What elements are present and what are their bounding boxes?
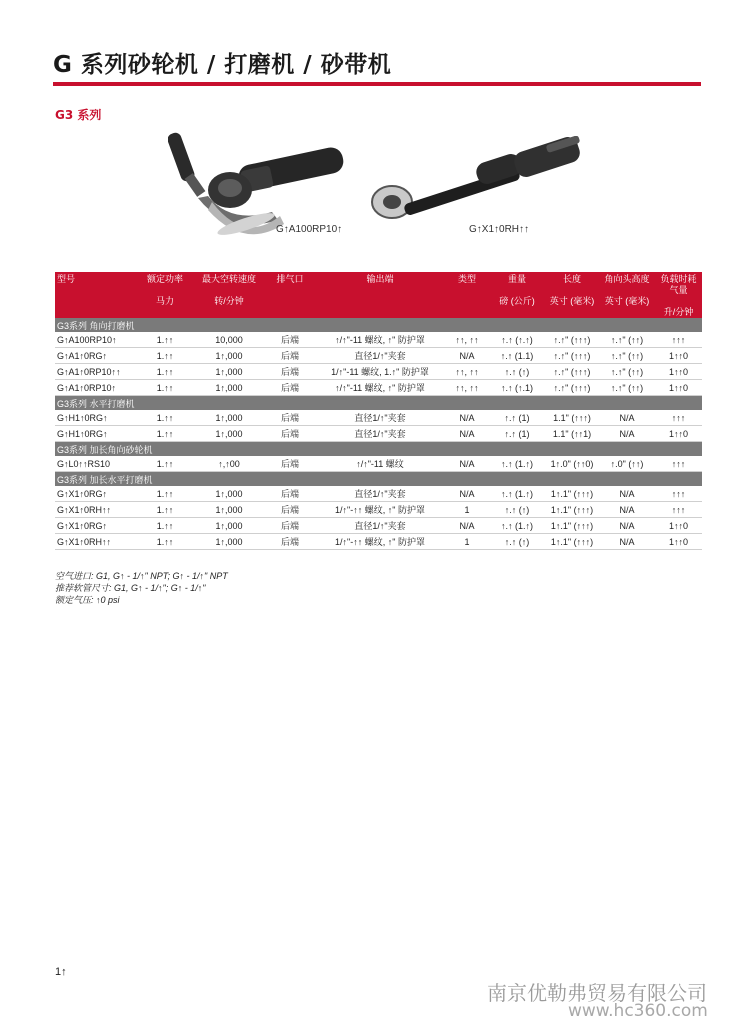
cell-length: 1.1" (↑↑1) [545,426,599,442]
group-title: G3系列 角向打磨机 [55,318,702,332]
cell-model: G↑L0↑↑RS10 [55,456,137,472]
header-weight [489,272,545,318]
cell-power: 1.↑↑ [137,456,193,472]
cell-length: 1↑.1" (↑↑↑) [545,502,599,518]
cell-head-height: N/A [599,518,655,534]
table-row [55,348,702,364]
cell-power: 1.↑↑ [137,380,193,396]
cell-model: G↑A1↑0RP10↑↑ [55,364,137,380]
cell-exhaust: 后端 [265,534,315,550]
cell-model: G↑H1↑0RG↑ [55,410,137,426]
cell-exhaust: 后端 [265,348,315,364]
cell-air-consumption: ↑↑↑ [655,332,702,348]
page-title: G 系列砂轮机 / 打磨机 / 砂带机 [53,52,392,78]
table-row [55,456,702,472]
header-label: 型号 [57,274,76,284]
cell-weight: ↑.↑ (1.↑) [489,486,545,502]
header-label: 负载时耗气量 [660,274,697,295]
cell-max-speed: 1↑,000 [193,410,265,426]
cell-power: 1.↑↑ [137,332,193,348]
cell-length: ↑.↑" (↑↑↑) [545,364,599,380]
cell-power: 1.↑↑ [137,486,193,502]
cell-head-height: ↑.↑" (↑↑) [599,332,655,348]
cell-air-consumption: 1↑↑0 [655,364,702,380]
group-title: G3系列 加长水平打磨机 [55,472,702,487]
cell-model: G↑X1↑0RH↑↑ [55,534,137,550]
cell-exhaust: 后端 [265,486,315,502]
cell-type: N/A [445,410,489,426]
header-exhaust [265,272,315,318]
header-unit: 升/分钟 [663,307,694,317]
cell-power: 1.↑↑ [137,410,193,426]
cell-output: 1/↑"-11 螺纹, 1.↑" 防护罩 [315,364,445,380]
cell-length: 1.1" (↑↑↑) [545,410,599,426]
cell-exhaust: 后端 [265,518,315,534]
group-header-row [55,442,702,457]
cell-max-speed: 10,000 [193,332,265,348]
header-label: 长度 [562,274,581,284]
cell-model: G↑H1↑0RG↑ [55,426,137,442]
cell-power: 1.↑↑ [137,502,193,518]
header-max-speed [193,272,265,318]
cell-length: ↑.↑" (↑↑↑) [545,380,599,396]
cell-model: G↑X1↑0RG↑ [55,518,137,534]
cell-exhaust: 后端 [265,332,315,348]
cell-power: 1.↑↑ [137,426,193,442]
cell-type: N/A [445,518,489,534]
cell-output: 直径1/↑"夹套 [315,348,445,364]
group-title: G3系列 水平打磨机 [55,396,702,411]
cell-air-consumption: 1↑↑0 [655,534,702,550]
table-row [55,534,702,550]
cell-type: N/A [445,348,489,364]
cell-air-consumption: ↑↑↑ [655,410,702,426]
angle-grinder-caption: G↑A100RP10↑ [276,224,343,235]
cell-head-height: N/A [599,486,655,502]
table-row [55,410,702,426]
cell-model: G↑X1↑0RH↑↑ [55,502,137,518]
cell-head-height: ↑.↑" (↑↑) [599,364,655,380]
cell-output: 1/↑"-↑↑ 螺纹, ↑" 防护罩 [315,534,445,550]
cell-length: 1↑.1" (↑↑↑) [545,534,599,550]
cell-weight: ↑.↑ (↑) [489,364,545,380]
cell-length: ↑.↑" (↑↑↑) [545,332,599,348]
cell-output: ↑/↑"-11 螺纹, ↑" 防护罩 [315,380,445,396]
table-row [55,332,702,348]
cell-exhaust: 后端 [265,380,315,396]
header-label: 额定功率 [146,274,183,284]
header-length [545,272,599,318]
header-head-height [599,272,655,318]
header-label: 类型 [457,274,476,284]
cell-type: ↑↑, ↑↑ [445,380,489,396]
cell-max-speed: 1↑,000 [193,502,265,518]
cell-max-speed: 1↑,000 [193,426,265,442]
section-title: G3 系列 [55,108,102,122]
cell-air-consumption: 1↑↑0 [655,380,702,396]
cell-type: ↑↑, ↑↑ [445,364,489,380]
header-label: 重量 [507,274,526,284]
cell-head-height: N/A [599,502,655,518]
cell-type: N/A [445,426,489,442]
table-row [55,502,702,518]
header-output [315,272,445,318]
cell-exhaust: 后端 [265,456,315,472]
cell-model: G↑A1↑0RP10↑ [55,380,137,396]
cell-length: 1↑.0" (↑↑0) [545,456,599,472]
table-row [55,486,702,502]
notes [55,570,228,606]
cell-output: ↑/↑"-11 螺纹 [315,456,445,472]
group-header-row [55,396,702,411]
header-unit: 转/分钟 [214,296,244,306]
table-row [55,380,702,396]
straight-grinder-caption: G↑X1↑0RH↑↑ [469,224,530,235]
header-unit: 英寸 (毫米) [604,296,650,306]
header-model [55,272,137,318]
group-header-row [55,472,702,487]
cell-exhaust: 后端 [265,364,315,380]
cell-weight: ↑.↑ (↑) [489,534,545,550]
cell-max-speed: 1↑,000 [193,380,265,396]
cell-model: G↑X1↑0RG↑ [55,486,137,502]
cell-weight: ↑.↑ (1.1) [489,348,545,364]
watermark-company: 南京优勒弗贸易有限公司 [487,981,707,1005]
cell-head-height: N/A [599,534,655,550]
cell-power: 1.↑↑ [137,364,193,380]
cell-max-speed: 1↑,000 [193,534,265,550]
cell-output: ↑/↑"-11 螺纹, ↑" 防护罩 [315,332,445,348]
cell-air-consumption: 1↑↑0 [655,348,702,364]
cell-model: G↑A100RP10↑ [55,332,137,348]
table-row [55,518,702,534]
cell-exhaust: 后端 [265,426,315,442]
group-header-row [55,318,702,332]
header-type [445,272,489,318]
header-power [137,272,193,318]
cell-air-consumption: 1↑↑0 [655,518,702,534]
cell-air-consumption: ↑↑↑ [655,456,702,472]
table-row [55,364,702,380]
header-air-consumption [655,272,702,318]
spec-table [55,272,702,550]
note-air-inlet: 空气进口: G1, G↑ - 1/↑" NPT; G↑ - 1/↑" NPT [55,571,228,581]
cell-head-height: ↑.↑" (↑↑) [599,380,655,396]
note-rated-pressure: 额定气压: ↑0 psi [55,595,120,605]
cell-weight: ↑.↑ (1.↑) [489,518,545,534]
cell-type: N/A [445,456,489,472]
cell-output: 直径1/↑"夹套 [315,426,445,442]
cell-max-speed: 1↑,000 [193,518,265,534]
cell-max-speed: ↑,↑00 [193,456,265,472]
cell-type: N/A [445,486,489,502]
group-title: G3系列 加长角向砂轮机 [55,442,702,457]
header-label: 排气口 [276,274,304,284]
cell-output: 1/↑"-↑↑ 螺纹, ↑" 防护罩 [315,502,445,518]
title-rule [53,82,701,86]
cell-output: 直径1/↑"夹套 [315,518,445,534]
cell-max-speed: 1↑,000 [193,364,265,380]
spec-header-row [55,272,702,318]
cell-head-height: ↑.↑" (↑↑) [599,348,655,364]
cell-power: 1.↑↑ [137,348,193,364]
cell-head-height: N/A [599,426,655,442]
header-label: 最大空转速度 [201,274,256,284]
cell-max-speed: 1↑,000 [193,348,265,364]
watermark-site: www.hc360.com [568,1001,708,1021]
cell-output: 直径1/↑"夹套 [315,486,445,502]
cell-length: 1↑.1" (↑↑↑) [545,518,599,534]
cell-head-height: N/A [599,410,655,426]
cell-power: 1.↑↑ [137,518,193,534]
cell-weight: ↑.↑ (↑.↑) [489,332,545,348]
header-unit: 英寸 (毫米) [549,296,595,306]
cell-weight: ↑.↑ (↑.1) [489,380,545,396]
cell-power: 1.↑↑ [137,534,193,550]
header-unit: 磅 (公斤) [499,296,535,306]
cell-weight: ↑.↑ (1.↑) [489,456,545,472]
cell-type: ↑↑, ↑↑ [445,332,489,348]
cell-air-consumption: 1↑↑0 [655,426,702,442]
cell-exhaust: 后端 [265,502,315,518]
cell-weight: ↑.↑ (↑) [489,502,545,518]
cell-output: 直径1/↑"夹套 [315,410,445,426]
table-row [55,426,702,442]
cell-type: 1 [445,502,489,518]
cell-weight: ↑.↑ (1) [489,410,545,426]
cell-length: 1↑.1" (↑↑↑) [545,486,599,502]
cell-air-consumption: ↑↑↑ [655,486,702,502]
spec-body [55,318,702,550]
page-number: 1↑ [55,966,67,978]
cell-type: 1 [445,534,489,550]
cell-exhaust: 后端 [265,410,315,426]
header-label: 角向头高度 [604,274,650,284]
note-hose-size: 推荐软管尺寸: G1, G↑ - 1/↑"; G↑ - 1/↑" [55,583,206,593]
cell-air-consumption: ↑↑↑ [655,502,702,518]
cell-head-height: ↑.0" (↑↑) [599,456,655,472]
header-label: 输出端 [366,274,394,284]
extended-straight-grinder-image [368,136,590,228]
cell-length: ↑.↑" (↑↑↑) [545,348,599,364]
cell-weight: ↑.↑ (1) [489,426,545,442]
cell-model: G↑A1↑0RG↑ [55,348,137,364]
cell-max-speed: 1↑,000 [193,486,265,502]
header-unit: 马力 [155,296,174,306]
